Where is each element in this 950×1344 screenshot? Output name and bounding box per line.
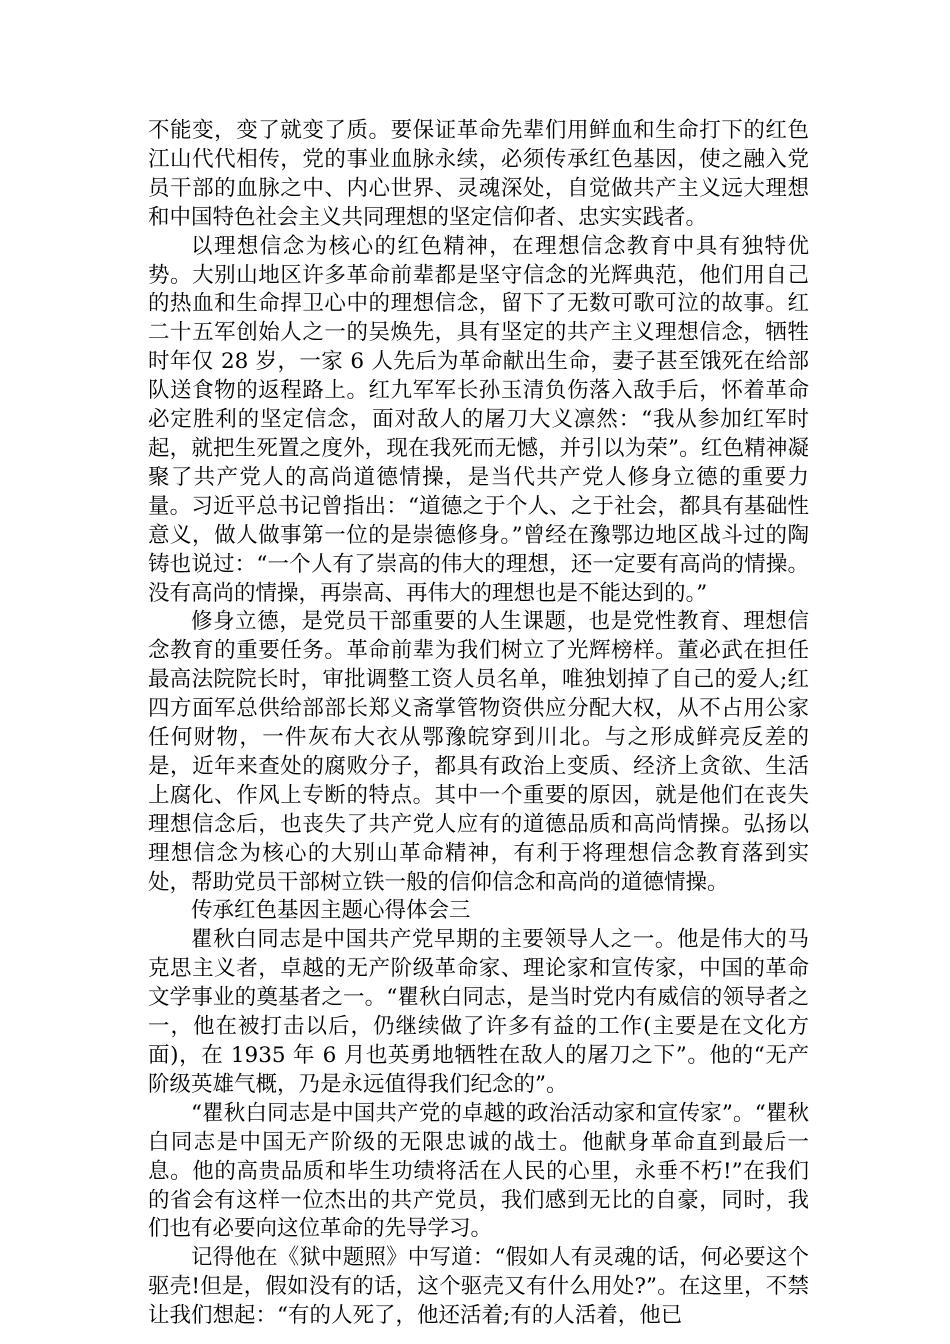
section-heading: 传承红色基因主题心得体会三: [191, 898, 471, 924]
paragraph-qu-qiubai-praise: “瞿秋白同志是中国共产党的卓越的政治活动家和宣传家”。“瞿秋白同志是中国无产阶级的无限忠诚的战士。他献身革命直到最后一息。他的高贵品质和毕生功绩将活在人民的心里，永垂不朽!”在我们的省会有这样一位杰出的共产党员，我们感到无比的自豪，同时，我们也有必要向这位革命的先导学习。: [148, 1100, 809, 1242]
document-page: [148, 117, 809, 1331]
paragraph-red-spirit: 以理想信念为核心的红色精神，在理想信念教育中具有独特优势。大别山地区许多革命前辈都是坚守信念的光辉典范，他们用自己的热血和生命捍卫心中的理想信念，留下了无数可歌可泣的故事。红二十五军创始人之一的吴焕先，具有坚定的共产主义理想信念，牺牲时年仅 28 岁，一家 6 人先后为革命献出生命，妻子甚至饿死在给部队送食物的返程路上。红九军军长孙玉清负伤落入敌手后，怀着革命必定胜利的坚定信念，面对敌人的屠刀大义凛然：“我从参加红军时起，就把生死置之度外，现在我死而无憾，并引以为荣”。红色精神凝聚了共产党人的高尚道德情操，是当代共产党人修身立德的重要力量。习近平总书记曾指出：“道德之于个人、之于社会，都具有基础性意义，做人做事第一位的是崇德修身。”曾经在豫鄂边地区战斗过的陶铸也说过：“一个人有了崇高的伟大的理想，还一定要有高尚的情操。没有高尚的情操，再崇高、再伟大的理想也是不能达到的。”: [148, 233, 809, 606]
paragraph-prison-photo: 记得他在《狱中题照》中写道：“假如人有灵魂的话，何必要这个驱壳!但是，假如没有的话，这个驱壳又有什么用处?”。在这里，不禁让我们想起：“有的人死了，他还活着;有的人活着，他已: [148, 1245, 809, 1329]
paragraph-moral-cultivation: 修身立德，是党员干部重要的人生课题，也是党性教育、理想信念教育的重要任务。革命前辈为我们树立了光辉榜样。董必武在担任最高法院院长时，审批调整工资人员名单，唯独划掉了自己的爱人;红四方面军总供给部部长郑义斋掌管物资供应分配大权，从不占用公家任何财物，一件灰布大衣从鄂豫皖穿到川北。与之形成鲜亮反差的是，近年来查处的腐败分子，都具有政治上变质、经济上贪欲、生活上腐化、作风上专断的特点。其中一个重要的原因，就是他们在丧失理想信念后，也丧失了共产党人应有的道德品质和高尚情操。弘扬以理想信念为核心的大别山革命精神，有利于将理想信念教育落到实处，帮助党员干部树立铁一般的信仰信念和高尚的道德情操。: [148, 609, 809, 895]
paragraph-continuation: 不能变，变了就变了质。要保证革命先辈们用鲜血和生命打下的红色江山代代相传，党的事业血脉永续，必须传承红色基因，使之融入党员干部的血脉之中、内心世界、灵魂深处，自觉做共产主义远大理想和中国特色社会主义共同理想的坚定信仰者、忠实实践者。: [148, 118, 809, 230]
paragraph-qu-qiubai-intro: 瞿秋白同志是中国共产党早期的主要领导人之一。他是伟大的马克思主义者，卓越的无产阶级革命家、理论家和宣传家，中国的革命文学事业的奠基者之一。“瞿秋白同志，是当时党内有威信的领导者之一，他在被打击以后，仍继续做了许多有益的工作(主要是在文化方面)，在 1935 年 6 月也英勇地牺牲在敌人的屠刀之下”。他的“无产阶级英雄气概，乃是永远值得我们纪念的”。: [148, 927, 809, 1097]
